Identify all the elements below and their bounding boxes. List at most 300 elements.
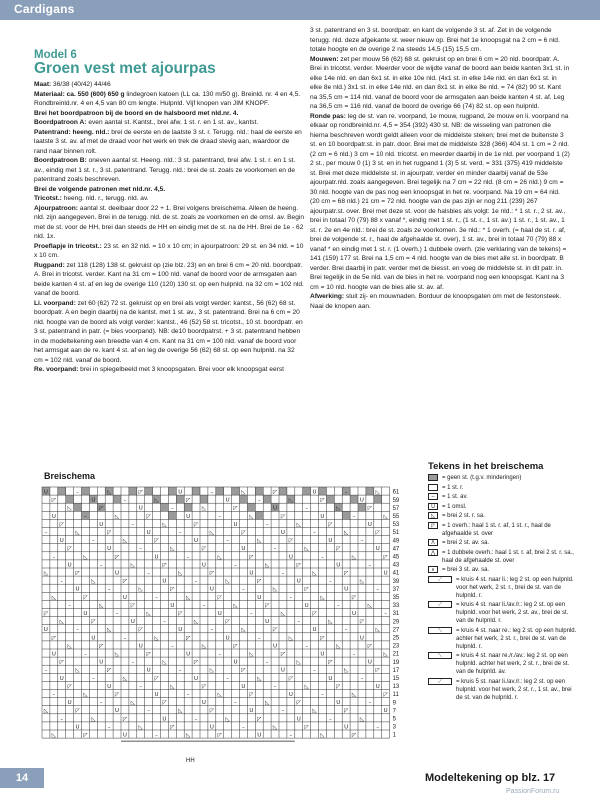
chart-symbol: ◸ bbox=[272, 627, 278, 634]
chart-symbol: ◺ bbox=[367, 602, 372, 609]
paragraph-label: Ronde pas: bbox=[310, 112, 346, 120]
repeat-label: HH bbox=[186, 758, 195, 764]
chart-symbol: U bbox=[257, 732, 262, 739]
chart-symbol: – bbox=[360, 675, 364, 682]
row-number: 31 bbox=[392, 611, 400, 618]
chart-symbol: – bbox=[289, 594, 293, 601]
chart-symbol: – bbox=[178, 667, 182, 674]
row-number: 41 bbox=[392, 570, 400, 577]
chart-symbol: ◺ bbox=[146, 611, 151, 617]
chart-symbol: U bbox=[273, 505, 278, 512]
page-number: 14 bbox=[0, 768, 44, 788]
chart-symbol: ◸ bbox=[336, 546, 341, 553]
chart-symbol: ◸ bbox=[217, 732, 222, 739]
chart-symbol: ◸ bbox=[91, 619, 96, 626]
chart-symbol: U bbox=[194, 538, 199, 545]
no-stitch-cell bbox=[263, 495, 271, 503]
chart-symbol: ◸ bbox=[249, 692, 254, 698]
chart-symbol: – bbox=[202, 602, 206, 609]
chart-symbol: U bbox=[162, 716, 167, 723]
chart-symbol: U bbox=[162, 578, 167, 585]
chart-symbol: – bbox=[52, 554, 56, 561]
chart-symbol: ◺ bbox=[265, 562, 270, 569]
chart-symbol: ◺ bbox=[351, 554, 357, 561]
row-number: 59 bbox=[392, 497, 400, 504]
row-number: 51 bbox=[392, 530, 400, 537]
chart-symbol: U bbox=[217, 611, 222, 617]
chart-symbol: ◸ bbox=[351, 594, 357, 601]
chart-symbol: ◺ bbox=[249, 651, 254, 658]
right-column bbox=[310, 26, 570, 311]
chart-symbol: ◺ bbox=[138, 724, 143, 731]
chart-symbol: U bbox=[59, 538, 64, 545]
chart-symbol: ◸ bbox=[122, 716, 128, 723]
chart-symbol: U bbox=[75, 724, 80, 731]
chart-symbol: – bbox=[60, 578, 64, 585]
chart-symbol: ◸ bbox=[59, 521, 64, 528]
chart-symbol: U bbox=[288, 554, 293, 561]
chart-symbol: – bbox=[344, 627, 348, 634]
chart-symbol: ◸ bbox=[336, 683, 341, 690]
paragraph-label: Tricotst.: bbox=[34, 195, 62, 202]
paragraph bbox=[34, 185, 304, 195]
chart-symbol: U bbox=[359, 635, 364, 642]
row-number: 61 bbox=[392, 489, 400, 496]
chart-symbol: – bbox=[60, 716, 64, 723]
chart-symbol: U bbox=[138, 505, 143, 512]
chart-symbol: ◸ bbox=[367, 505, 372, 512]
chart-symbol: ◸ bbox=[67, 683, 72, 690]
chart-symbol: U bbox=[328, 675, 333, 682]
chart-symbol: – bbox=[368, 562, 372, 569]
paragraph bbox=[310, 112, 570, 293]
chart-symbol: ◺ bbox=[178, 570, 183, 577]
chart-symbol: ◸ bbox=[138, 627, 143, 634]
row-number: 21 bbox=[392, 651, 400, 658]
row-number: 45 bbox=[392, 554, 400, 561]
chart-symbol: U bbox=[146, 530, 151, 536]
legend-item bbox=[428, 678, 578, 702]
no-stitch-cell bbox=[161, 503, 169, 511]
chart-symbol: ◺ bbox=[344, 667, 349, 674]
paragraph bbox=[34, 156, 304, 185]
legend-items bbox=[428, 474, 578, 702]
legend-symbol-icon: ◺ bbox=[428, 512, 438, 519]
chart-symbol: ◸ bbox=[383, 554, 388, 561]
paragraph-label: Maat: bbox=[34, 81, 52, 88]
legend-symbol-icon: ⟋ bbox=[428, 601, 452, 608]
legend bbox=[428, 461, 578, 703]
chart-symbol: – bbox=[273, 683, 277, 690]
left-column bbox=[34, 49, 304, 375]
paragraph bbox=[34, 261, 304, 299]
chart-symbol: ◺ bbox=[83, 692, 88, 698]
section-banner bbox=[0, 0, 600, 20]
chart-symbol: ◸ bbox=[257, 716, 262, 723]
chart-symbol: ◺ bbox=[375, 489, 380, 496]
row-number: 33 bbox=[392, 603, 400, 610]
model-number: Model 6 bbox=[34, 49, 77, 61]
chart-symbol: ◸ bbox=[312, 611, 317, 617]
chart-symbol: – bbox=[265, 521, 269, 528]
chart-symbol: ◸ bbox=[233, 505, 238, 512]
row-number: 9 bbox=[392, 700, 396, 707]
chart-symbol: ◺ bbox=[233, 602, 238, 609]
chart-symbol: ◺ bbox=[320, 732, 325, 739]
chart-symbol: ◸ bbox=[146, 513, 151, 520]
chart-symbol: ◸ bbox=[241, 530, 246, 536]
row-number: 27 bbox=[392, 627, 400, 634]
chart-symbol: ◸ bbox=[217, 594, 222, 601]
chart-symbol: – bbox=[194, 716, 198, 723]
no-stitch-cell bbox=[113, 495, 121, 503]
chart-symbol: – bbox=[210, 489, 214, 496]
chart-symbol: – bbox=[384, 611, 388, 617]
chart-symbol: – bbox=[218, 513, 222, 520]
chart-symbol: ◺ bbox=[130, 700, 135, 707]
chart-symbol: – bbox=[194, 578, 198, 585]
chart-symbol: ◸ bbox=[241, 667, 246, 674]
paragraph-text: brei in spiegelbeeld met 3 knoopsgaten. Brei voor elk knoopsgat eerst bbox=[78, 366, 284, 373]
legend-symbol-icon: Λ bbox=[428, 539, 438, 546]
chart-symbol: – bbox=[352, 651, 356, 658]
chart-symbol: U bbox=[201, 700, 206, 707]
chart-symbol: ◺ bbox=[265, 700, 270, 707]
chart-symbol: U bbox=[280, 530, 285, 536]
paragraph bbox=[310, 292, 570, 311]
chart-symbol: ◺ bbox=[225, 578, 230, 585]
paragraph bbox=[310, 26, 570, 55]
chart-symbol: ◺ bbox=[272, 724, 278, 731]
chart-symbol: – bbox=[84, 651, 87, 658]
chart-symbol: ◸ bbox=[296, 700, 301, 707]
chart-symbol: U bbox=[375, 546, 380, 553]
paragraph bbox=[34, 365, 304, 375]
chart-symbol: ◸ bbox=[375, 530, 380, 536]
chart-symbol: – bbox=[131, 659, 135, 666]
paragraph-label: Boordpatroon B: bbox=[34, 157, 87, 164]
chart-symbol: ◺ bbox=[312, 570, 317, 577]
paragraph-text: sluit zij- en mouwnaden. Borduur de knoopsgaten om met de festonsteek. Naai de knopen aan. bbox=[310, 293, 562, 310]
paragraph-label: Li. voorpand: bbox=[34, 299, 76, 307]
chart-symbol: U bbox=[91, 497, 96, 504]
chart-symbol: – bbox=[265, 659, 269, 666]
no-stitch-cell bbox=[232, 487, 240, 495]
chart-symbol: – bbox=[178, 530, 182, 536]
chart-symbol: U bbox=[344, 586, 349, 593]
legend-item bbox=[428, 474, 578, 482]
chart-symbol: ◺ bbox=[359, 716, 365, 723]
chart-symbol: ◸ bbox=[272, 489, 278, 496]
row-number: 5 bbox=[392, 716, 396, 723]
chart-symbol: ◸ bbox=[280, 513, 286, 520]
paragraph-text: zet 118 (128) 138 st. gekruist op (zie blz. 23) en en brei 6 cm = 20 nld. boordpatr. A. Brei in tricotst. verder. Kant na 31 cm = 100 nld. vanaf de boord voor de armsgaten aan beide kanten 4 st. af en leg de overige 110 (120) 130 st. op een hulpnld. na 32 cm = 102 nld. vanaf de boord. bbox=[34, 261, 304, 297]
paragraph bbox=[34, 109, 304, 119]
chart-symbol: ◸ bbox=[296, 562, 301, 569]
chart-symbol: – bbox=[328, 578, 332, 585]
chart-symbol: U bbox=[296, 578, 301, 585]
chart-symbol: ◺ bbox=[138, 586, 143, 593]
chart-symbol: ◺ bbox=[201, 643, 207, 650]
chart-symbol: ◺ bbox=[107, 489, 112, 496]
chart-symbol: U bbox=[170, 602, 175, 609]
paragraph-label: Ajourpatroon: bbox=[34, 204, 78, 212]
no-stitch-cell bbox=[176, 495, 184, 503]
chart-symbol: ◺ bbox=[344, 530, 349, 536]
chart-symbol: ◺ bbox=[43, 708, 49, 715]
row-number: 55 bbox=[392, 514, 400, 520]
paragraph-label: Brei de volgende patronen met nld.nr. 4,5. bbox=[34, 185, 166, 193]
chart-symbol: ◺ bbox=[162, 521, 167, 528]
paragraph-text: heeng. nld. r., terugg. nld. av. bbox=[61, 195, 149, 202]
chart-symbol: ◺ bbox=[154, 497, 159, 504]
chart-symbol: ◺ bbox=[201, 505, 207, 512]
paragraph-label: Rugpand: bbox=[34, 261, 65, 269]
chart-symbol: – bbox=[123, 497, 127, 504]
legend-text: = brei 3 st. av. sa. bbox=[442, 567, 490, 573]
chart-symbol: ◸ bbox=[83, 594, 88, 601]
chart-symbol: – bbox=[107, 586, 111, 593]
chart-symbol: ◺ bbox=[67, 505, 72, 512]
chart-symbol: ◺ bbox=[114, 513, 120, 520]
chart-symbol: U bbox=[194, 675, 199, 682]
paragraph-text: aantal st. deelbaar door 22 + 1. Brei volgens breischema. Alleen de heeng. nld. zijn aangegeven. Brei in de terugg. nld. de st. zoals ze voorkomen en de omsl. av. Begin met de st. voor de HH, brei dan steeds de HH en eindig met de st. na de HH. Brei de 1e - 62 nld. 1x. bbox=[34, 204, 305, 240]
chart-symbol: ◺ bbox=[296, 659, 301, 666]
row-number: 29 bbox=[392, 619, 400, 626]
row-number: 3 bbox=[392, 724, 396, 731]
chart-symbol: ◸ bbox=[51, 635, 56, 642]
legend-item bbox=[428, 652, 578, 676]
chart-symbol: – bbox=[147, 708, 151, 715]
chart-symbol: – bbox=[321, 692, 324, 698]
chart-symbol: – bbox=[99, 562, 103, 569]
chart-symbol: – bbox=[210, 627, 214, 634]
chart-symbol: ◸ bbox=[99, 643, 104, 650]
chart-symbol: ◺ bbox=[170, 683, 175, 690]
legend-symbol-icon: ⟍ bbox=[428, 627, 452, 634]
legend-item bbox=[428, 484, 578, 492]
legend-text: = 1 omsl. bbox=[442, 503, 467, 510]
chart-symbol: – bbox=[115, 611, 119, 617]
chart-symbol: – bbox=[336, 602, 340, 609]
chart-symbol: ◸ bbox=[170, 586, 175, 593]
chart-symbol: ◺ bbox=[288, 635, 293, 642]
chart-symbol: U bbox=[241, 546, 246, 553]
legend-symbol-icon: ⟍ bbox=[428, 652, 452, 659]
no-stitch-cell bbox=[240, 495, 248, 503]
chart-symbol: ◸ bbox=[201, 683, 207, 690]
chart-symbol: U bbox=[225, 635, 230, 642]
chart-symbol: U bbox=[115, 708, 120, 715]
chart-symbol: – bbox=[281, 570, 285, 577]
chart-symbol: – bbox=[297, 619, 301, 626]
chart-symbol: ◺ bbox=[130, 562, 135, 569]
chart-symbol: ◸ bbox=[383, 692, 388, 698]
legend-symbol-icon: ⟋ bbox=[428, 678, 452, 685]
chart-symbol: U bbox=[99, 521, 104, 528]
no-stitch-cell bbox=[342, 511, 350, 519]
paragraph-text: brei de eerste en de laatste 3 st. r. Terugg. nld.: haal de eerste en laatste 3 st. av. af met de draad voor het werk en trek de draad stevig aan, waardoor de rand naar binnen rolt. bbox=[34, 128, 302, 155]
chart-symbol: – bbox=[352, 513, 356, 520]
chart-symbol: ◺ bbox=[122, 538, 128, 545]
chart-symbol: ◺ bbox=[249, 513, 254, 520]
chart-symbol: U bbox=[201, 562, 206, 569]
legend-symbol-icon: ∧ bbox=[428, 566, 438, 573]
chart-symbol: ◸ bbox=[209, 708, 214, 715]
paragraph-label: Afwerking: bbox=[310, 293, 345, 300]
no-stitch-cell bbox=[58, 487, 66, 495]
chart-symbol: – bbox=[313, 667, 316, 674]
chart-symbol: – bbox=[170, 505, 174, 512]
paragraph-label: Proeflapje in tricotst.: bbox=[34, 242, 102, 250]
legend-symbol-icon bbox=[428, 474, 438, 481]
chart-symbol: ◺ bbox=[67, 643, 72, 650]
no-stitch-cell bbox=[358, 503, 366, 511]
chart-symbol: U bbox=[225, 497, 230, 504]
chart-symbol: U bbox=[367, 521, 372, 528]
chart-symbol: U bbox=[91, 635, 96, 642]
no-stitch-cell bbox=[255, 511, 263, 519]
paragraph bbox=[34, 80, 304, 90]
no-stitch-cell bbox=[168, 511, 176, 519]
chart-symbol: – bbox=[242, 724, 245, 731]
chart-symbol: – bbox=[273, 546, 277, 553]
chart-symbol: ◺ bbox=[257, 675, 262, 682]
chart-symbol: U bbox=[296, 716, 301, 723]
chart-symbol: – bbox=[376, 724, 380, 731]
row-number: 43 bbox=[392, 562, 400, 569]
row-number: 25 bbox=[392, 635, 400, 642]
row-number: 17 bbox=[392, 667, 400, 674]
chart-symbol: – bbox=[123, 635, 127, 642]
paragraph-label: Boordpatroon A: bbox=[34, 119, 87, 126]
chart-symbol: U bbox=[186, 513, 191, 520]
chart-symbol: ◸ bbox=[344, 570, 349, 577]
row-number: 13 bbox=[392, 684, 400, 691]
chart-symbol: ◸ bbox=[186, 497, 191, 504]
paragraph bbox=[34, 128, 304, 157]
chart-symbol: U bbox=[312, 627, 317, 634]
chart-symbol: – bbox=[234, 700, 237, 707]
chart-symbol: – bbox=[76, 489, 79, 496]
chart-symbol: – bbox=[305, 505, 309, 512]
chart-symbol: ◺ bbox=[75, 667, 80, 674]
chart-symbol: ◸ bbox=[193, 521, 199, 528]
chart-symbol: – bbox=[328, 716, 332, 723]
chart-symbol: ◸ bbox=[320, 635, 325, 642]
chart-symbol: ◺ bbox=[288, 497, 293, 504]
footer-note: Modeltekening op blz. 17 bbox=[425, 772, 556, 784]
no-stitch-cell bbox=[374, 495, 382, 503]
chart-symbol: ◺ bbox=[51, 594, 56, 601]
legend-item bbox=[428, 493, 578, 501]
chart-symbol: ◺ bbox=[186, 594, 191, 601]
knitting-chart bbox=[40, 483, 420, 758]
no-stitch-cell bbox=[247, 503, 255, 511]
chart-symbol: ◺ bbox=[122, 675, 128, 682]
chart-symbol: ◸ bbox=[367, 643, 372, 650]
chart-symbol: ◸ bbox=[122, 578, 128, 585]
chart-symbol: – bbox=[131, 521, 135, 528]
chart-symbol: ◺ bbox=[359, 578, 365, 585]
chart-symbol: U bbox=[249, 708, 254, 715]
chart-symbol: ◸ bbox=[328, 659, 333, 666]
no-stitch-cell bbox=[168, 487, 176, 495]
chart-symbol: ◺ bbox=[241, 489, 246, 496]
chart-symbol: U bbox=[241, 683, 246, 690]
chart-symbol: – bbox=[68, 602, 72, 609]
chart-symbol: U bbox=[67, 700, 72, 707]
chart-symbol: ◺ bbox=[375, 627, 380, 634]
chart-symbol: ◸ bbox=[154, 675, 159, 682]
no-stitch-cell bbox=[303, 487, 311, 495]
chart-symbol: U bbox=[67, 562, 72, 569]
chart-symbol: ◺ bbox=[209, 530, 214, 536]
chart-symbol: U bbox=[320, 513, 325, 520]
legend-text: = kruis 5 st. naar li./av./r.: leg 2 st. op een hulpnld. voor het werk, 2 st. r., 1 st. av., brei de st. van de hulpnld. r. bbox=[456, 678, 572, 701]
chart-symbol: ◸ bbox=[107, 667, 112, 674]
legend-item bbox=[428, 627, 578, 651]
chart-symbol: ◺ bbox=[193, 619, 199, 626]
paragraph-text: lindegroen katoen (LL ca. 130 m/50 g). Breinld. nr. 4 en 4,5. Rondbreinld.nr. 4 en 4,5 van 80 cm lengte. Hulpnld. Vijf knopen van JIM KNOPF. bbox=[34, 90, 301, 107]
row-number: 49 bbox=[392, 538, 400, 545]
chart-symbol: ◺ bbox=[257, 538, 262, 545]
chart-symbol: U bbox=[383, 708, 388, 715]
chart-symbol: U bbox=[209, 586, 214, 593]
row-number: 35 bbox=[392, 595, 400, 601]
chart-symbol: ◸ bbox=[51, 497, 56, 504]
chart-symbol: ◸ bbox=[351, 732, 357, 739]
chart-symbol: – bbox=[52, 692, 56, 698]
chart-symbol: – bbox=[84, 513, 87, 520]
chart-symbol: U bbox=[312, 489, 317, 496]
paragraph-label: Re. voorpand: bbox=[34, 366, 79, 373]
chart-symbol: – bbox=[139, 683, 143, 690]
chart-symbol: ◺ bbox=[59, 619, 64, 626]
chart-symbol: U bbox=[336, 562, 341, 569]
chart-symbol: – bbox=[155, 732, 158, 739]
paragraph-text: oneven aantal st. Heeng. nld.: 3 st. patentrand, brei afw. 1 st. r. en 1 st. av., eindig met 1 st. r., 3 st. patentrand. Terugg. nld.: brei de st. zoals ze voorkomen en de patentrand zoals beschreven. bbox=[34, 157, 296, 183]
chart-symbol: ◸ bbox=[178, 611, 183, 617]
chart-symbol: ◺ bbox=[178, 708, 183, 715]
paragraph-text: 36/38 (40/42) 44/46 bbox=[51, 81, 111, 88]
chart-symbol: U bbox=[352, 611, 357, 617]
legend-text: = 1 overh.: haal 1 st. r. af, 1 st. r., haal de afgehaalde st. over bbox=[442, 522, 551, 537]
chart-symbol: ◸ bbox=[138, 489, 143, 496]
chart-symbol: – bbox=[257, 635, 261, 642]
row-number: 7 bbox=[392, 708, 396, 715]
chart-symbol: ◺ bbox=[217, 554, 222, 561]
chart-symbol: U bbox=[59, 675, 64, 682]
chart-symbol: U bbox=[209, 724, 214, 731]
chart-symbol: ◸ bbox=[107, 530, 112, 536]
chart-symbol: ◸ bbox=[344, 708, 349, 715]
chart-symbol: ◺ bbox=[154, 635, 159, 642]
paragraph-text: zet per mouw 56 (62) 68 st. gekruist op en brei 6 cm = 20 nld. boordpatr. A. Brei in tricotst. verder. Meerder voor de wijdte vanaf de boord aan beide kanten 3x1 st. in elke 14e nld. en dan 6x1 st. in elke 10e nld. (4x1 st. in elke 14e nld. en dan 6x1 st. in elke 8e nld.) 3x1 st. in elke 14e nld. en dan 8x1 st. in elke 8e nld. = 74 (82) 90 st. Kant na 35,5 cm = 114 nld. vanaf de boord voor de armsgaten aan beide kanten 4 st. af. Leg na 36,5 cm = 116 nld. vanaf de boord de overige 66 (74) 82 st. op een hulpnld. bbox=[310, 55, 570, 110]
paragraph bbox=[34, 204, 304, 242]
chart-symbol: – bbox=[242, 586, 245, 593]
chart-symbol: ◸ bbox=[288, 538, 293, 545]
chart-symbol: ◸ bbox=[328, 521, 333, 528]
chart-symbol: U bbox=[107, 683, 112, 690]
chart-symbol: – bbox=[249, 611, 253, 617]
legend-symbol-icon: – bbox=[428, 493, 438, 500]
no-stitch-cell bbox=[326, 495, 334, 503]
chart-symbol: U bbox=[186, 651, 191, 658]
chart-symbol: – bbox=[344, 489, 348, 496]
chart-symbol: U bbox=[146, 667, 151, 674]
chart-symbol: ◺ bbox=[43, 570, 49, 577]
